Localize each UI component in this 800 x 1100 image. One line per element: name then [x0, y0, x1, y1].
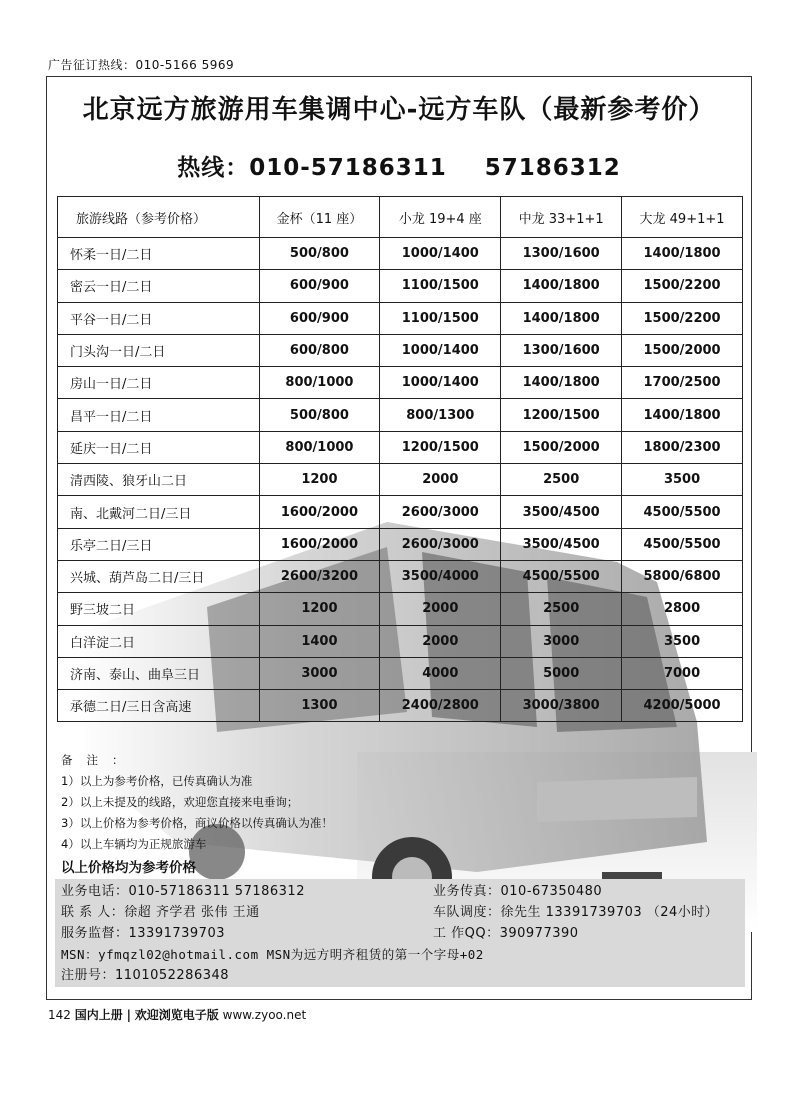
price-cell: 1400/1800	[501, 302, 622, 334]
contact-box	[55, 879, 745, 987]
route-cell: 兴城、葫芦岛二日/三日	[58, 560, 260, 592]
column-header-dalong: 大龙 49+1+1	[622, 197, 743, 238]
price-cell: 3500	[622, 625, 743, 657]
price-cell: 3500/4000	[380, 560, 501, 592]
price-cell: 5800/6800	[622, 560, 743, 592]
price-cell: 2400/2800	[380, 690, 501, 722]
price-cell: 2600/3000	[380, 496, 501, 528]
price-cell: 3000/3800	[501, 690, 622, 722]
note-item: 2）以上未提及的线路，欢迎您直接来电垂询；	[61, 795, 299, 809]
table-row	[58, 625, 743, 657]
price-cell: 800/1300	[380, 399, 501, 431]
price-cell: 1800/2300	[622, 431, 743, 463]
registration-number: 注册号：1101052286348	[61, 968, 230, 983]
table-row	[58, 302, 743, 334]
route-cell: 南、北戴河二日/三日	[58, 496, 260, 528]
price-cell: 1300	[259, 690, 380, 722]
table-row	[58, 657, 743, 689]
price-cell: 1500/2000	[501, 431, 622, 463]
dispatch-contact[interactable]: 车队调度：徐先生 13391739703 （24小时）	[433, 905, 719, 920]
route-cell: 乐亭二日/三日	[58, 528, 260, 560]
price-cell: 1400/1800	[501, 367, 622, 399]
price-cell: 2500	[501, 593, 622, 625]
work-qq: 工 作QQ：390977390	[433, 926, 579, 941]
price-cell: 4200/5000	[622, 690, 743, 722]
table-row	[58, 431, 743, 463]
table-row	[58, 690, 743, 722]
footer-separator: |	[126, 1008, 131, 1022]
route-cell: 野三坡二日	[58, 593, 260, 625]
hotline-number-2[interactable]: 57186312	[484, 155, 621, 181]
column-header-xiaolong: 小龙 19+4 座	[380, 197, 501, 238]
price-cell: 3500/4500	[501, 528, 622, 560]
price-cell: 1000/1400	[380, 238, 501, 270]
page-title: 北京远方旅游用车集调中心-远方车队（最新参考价）	[82, 95, 716, 125]
price-cell: 1600/2000	[259, 496, 380, 528]
note-item: 4）以上车辆均为正规旅游车	[61, 837, 207, 851]
route-cell: 白洋淀二日	[58, 625, 260, 657]
route-cell: 承德二日/三日含高速	[58, 690, 260, 722]
reference-note: 以上价格均为参考价格	[61, 860, 196, 876]
price-cell: 1200/1500	[501, 399, 622, 431]
msn-contact[interactable]: MSN：yfmqzl02@hotmail.com MSN为远方明齐租赁的第一个字母+02	[61, 947, 484, 962]
price-cell: 1200/1500	[380, 431, 501, 463]
price-cell: 3500	[622, 464, 743, 496]
table-row	[58, 528, 743, 560]
note-item: 1）以上为参考价格，已传真确认为准	[61, 774, 253, 788]
price-cell: 2000	[380, 593, 501, 625]
price-cell: 2000	[380, 625, 501, 657]
page-number: 142	[48, 1008, 71, 1022]
note-item: 3）以上价格为参考价格，商议价格以传真确认为准！	[61, 816, 333, 830]
price-cell: 1000/1400	[380, 367, 501, 399]
table-row	[58, 270, 743, 302]
price-cell: 1200	[259, 593, 380, 625]
table-row	[58, 399, 743, 431]
price-cell: 1400/1800	[622, 399, 743, 431]
price-cell: 500/800	[259, 238, 380, 270]
business-phone[interactable]: 业务电话：010-57186311 57186312	[61, 884, 305, 899]
business-fax: 业务传真：010-67350480	[433, 884, 603, 899]
price-table	[57, 196, 743, 722]
price-cell: 4500/5500	[501, 560, 622, 592]
table-row	[58, 367, 743, 399]
route-cell: 平谷一日/二日	[58, 302, 260, 334]
footer-slogan: 欢迎浏览电子版	[134, 1008, 219, 1022]
price-cell: 1400/1800	[622, 238, 743, 270]
price-cell: 2800	[622, 593, 743, 625]
column-header-zhonglong: 中龙 33+1+1	[501, 197, 622, 238]
hotline-label: 热线：	[177, 155, 250, 181]
price-cell: 4000	[380, 657, 501, 689]
price-cell: 4500/5500	[622, 528, 743, 560]
price-cell: 1600/2000	[259, 528, 380, 560]
price-cell: 2600/3200	[259, 560, 380, 592]
hotline-number-1[interactable]: 010-57186311	[249, 155, 447, 181]
price-cell: 2600/3000	[380, 528, 501, 560]
price-cell: 5000	[501, 657, 622, 689]
price-cell: 4500/5500	[622, 496, 743, 528]
section-name: 国内上册	[74, 1008, 123, 1022]
price-cell: 600/800	[259, 334, 380, 366]
price-cell: 3000	[501, 625, 622, 657]
price-cell: 1100/1500	[380, 270, 501, 302]
price-cell: 1700/2500	[622, 367, 743, 399]
price-cell: 1500/2000	[622, 334, 743, 366]
hotline	[47, 149, 751, 182]
notes-section	[61, 750, 333, 855]
table-row	[58, 464, 743, 496]
price-cell: 1200	[259, 464, 380, 496]
route-cell: 昌平一日/二日	[58, 399, 260, 431]
price-cell: 2500	[501, 464, 622, 496]
contact-persons: 联 系 人：徐超 齐学君 张伟 王通	[61, 905, 260, 920]
price-cell: 600/900	[259, 270, 380, 302]
route-cell: 门头沟一日/二日	[58, 334, 260, 366]
route-cell: 延庆一日/二日	[58, 431, 260, 463]
price-cell: 500/800	[259, 399, 380, 431]
table-row	[58, 560, 743, 592]
route-cell: 房山一日/二日	[58, 367, 260, 399]
notes-heading: 备注：	[61, 753, 138, 767]
service-supervision[interactable]: 服务监督：13391739703	[61, 926, 225, 941]
price-cell: 1400	[259, 625, 380, 657]
table-row	[58, 334, 743, 366]
route-cell: 怀柔一日/二日	[58, 238, 260, 270]
main-frame	[46, 76, 752, 1000]
price-cell: 3000	[259, 657, 380, 689]
route-cell: 密云一日/二日	[58, 270, 260, 302]
table-row	[58, 593, 743, 625]
table-row	[58, 238, 743, 270]
column-header-jinbei: 金杯（11 座）	[259, 197, 380, 238]
price-cell: 600/900	[259, 302, 380, 334]
price-cell: 1400/1800	[501, 270, 622, 302]
price-cell: 1500/2200	[622, 270, 743, 302]
price-cell: 1300/1600	[501, 238, 622, 270]
price-cell: 1500/2200	[622, 302, 743, 334]
price-cell: 1300/1600	[501, 334, 622, 366]
price-cell: 7000	[622, 657, 743, 689]
price-cell: 3500/4500	[501, 496, 622, 528]
route-cell: 清西陵、狼牙山二日	[58, 464, 260, 496]
table-header-row	[58, 197, 743, 238]
website-link[interactable]: www.zyoo.net	[222, 1008, 307, 1022]
price-cell: 1100/1500	[380, 302, 501, 334]
table-row	[58, 496, 743, 528]
price-cell: 800/1000	[259, 367, 380, 399]
ad-hotline: 广告征订热线：010-5166 5969	[48, 58, 235, 72]
price-cell: 1000/1400	[380, 334, 501, 366]
column-header-route: 旅游线路（参考价格）	[58, 197, 260, 238]
price-cell: 2000	[380, 464, 501, 496]
route-cell: 济南、泰山、曲阜三日	[58, 657, 260, 689]
price-cell: 800/1000	[259, 431, 380, 463]
page-footer	[48, 1006, 306, 1023]
